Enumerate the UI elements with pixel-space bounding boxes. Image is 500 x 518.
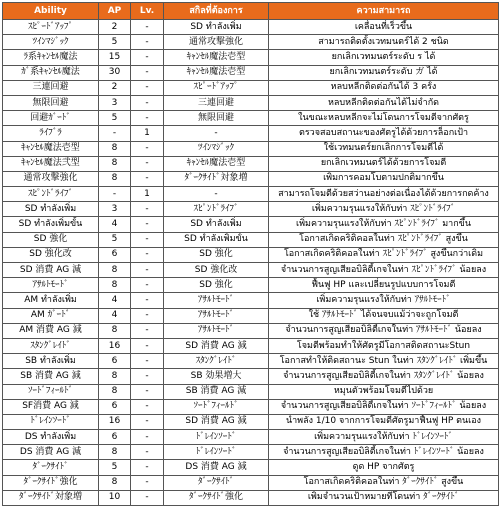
cell-level: 1 [131,187,164,202]
cell-description: ในขณะหลบหลีกจะไม่โดนการโจมตีจากศัตรู [269,111,499,126]
cell-required-skill: SD 強化 [164,247,269,262]
cell-ap: 5 [99,35,131,50]
cell-required-skill: ﾄﾞﾚｲﾝｿｰﾄﾞ [164,430,269,445]
cell-level: - [131,20,164,35]
cell-ability: ﾀﾞｰｸｻｲﾄﾞ [3,460,99,475]
cell-ability: ﾄﾞﾚｲﾝｿｰﾄﾞ [3,414,99,429]
table-row [3,399,499,414]
cell-ap: 16 [99,414,131,429]
cell-ap: - [99,187,131,202]
cell-required-skill: SD 強化改 [164,263,269,278]
cell-level: - [131,445,164,460]
cell-ap: 8 [99,141,131,156]
cell-required-skill: SD ทำลังเพิ่มขั้น [164,232,269,247]
table-row [3,141,499,156]
header-level: Lv. [131,3,164,20]
cell-ability: ｶﾞ系ｷｬﾝｾﾙ魔法 [3,65,99,80]
cell-level: - [131,430,164,445]
cell-level: - [131,323,164,338]
cell-ability: DS ทำลังเพิ่ม [3,430,99,445]
cell-description: โจมตีพร้อมทำให้ศัตรูมีโอกาสติดสถานะStun [269,338,499,353]
cell-ability: SD ทำลังเพิ่มขั้น [3,217,99,232]
cell-description: จำนวนการสูญเสียอบิลิตี้เกจในท่า ｿｰﾄﾞﾌｨｰﾙﾄﾞ น้อยลง [269,399,499,414]
cell-description: เคลื่อนที่เร็วขึ้น [269,20,499,35]
cell-description: หลบหลีกติดต่อกันได้ไม่จำกัด [269,95,499,110]
cell-ap: 10 [99,490,131,505]
ability-table-container [2,2,498,506]
cell-required-skill: ｽﾀﾝｸﾞﾚｲﾄﾞ [164,354,269,369]
cell-level: - [131,369,164,384]
cell-description: โอกาสทำให้ติดสถานะ Stun ในท่า ｽﾀﾝｸﾞﾚｲﾄﾞ เพิ่มขึ้น [269,354,499,369]
ability-table [2,2,499,506]
table-row [3,95,499,110]
cell-ap: 8 [99,369,131,384]
cell-ap: 8 [99,384,131,399]
cell-description: หมุนตัวพร้อมโจมตีไปด้วย [269,384,499,399]
cell-required-skill: SD 消費 AG 減 [164,338,269,353]
cell-level: - [131,460,164,475]
cell-ability: 通常攻撃強化 [3,171,99,186]
table-row [3,338,499,353]
cell-description: เพิ่มความรุนแรงให้กับท่า ｱｻﾙﾄﾓｰﾄﾞ [269,293,499,308]
table-row [3,202,499,217]
header-required-skill: สกิลที่ต้องการ [164,3,269,20]
cell-ap: 4 [99,217,131,232]
cell-required-skill: ﾀﾞｰｸｻｲﾄﾞ対象増 [164,171,269,186]
table-row [3,490,499,505]
cell-description: จำนวนการสูญเสียอบิลิตี้เกจในท่า ｱｻﾙﾄﾓｰﾄﾞ น้อยลง [269,323,499,338]
cell-description: จำนวนการสูญเสียอบิลิตี้เกจในท่า ﾄﾞﾚｲﾝｿｰﾄﾞ น้อยลง [269,445,499,460]
cell-ap: 5 [99,460,131,475]
cell-ap: 6 [99,430,131,445]
cell-required-skill: ｷｬﾝｾﾙ魔法壱型 [164,156,269,171]
cell-description: โอกาสเกิดคริติคอลในท่า ｽﾋﾟﾝﾄﾞﾗｲﾌﾞ สูงขึ้นกว่าเดิม [269,247,499,262]
cell-level: - [131,338,164,353]
cell-ability: ｽﾋﾟﾝﾄﾞﾗｲﾌﾞ [3,187,99,202]
cell-description: จำนวนการสูญเสียอบิลิตี้เกจในท่า ｽﾋﾟﾝﾄﾞﾗｲﾌﾞ น้อยลง [269,263,499,278]
cell-level: - [131,263,164,278]
cell-description: ฟื้นฟู HP และเปลี่ยนรูปแบบการโจมตี [269,278,499,293]
cell-level: - [131,354,164,369]
cell-ap: 8 [99,475,131,490]
cell-ability: ｿｰﾄﾞﾌｨｰﾙﾄﾞ [3,384,99,399]
cell-required-skill: DS 消費 AG 減 [164,460,269,475]
table-row [3,384,499,399]
cell-ap: 4 [99,293,131,308]
table-row [3,308,499,323]
header-row [3,3,499,20]
cell-level: - [131,278,164,293]
table-row [3,430,499,445]
cell-level: - [131,490,164,505]
cell-required-skill: 無限回避 [164,111,269,126]
cell-ability: ﾀﾞｰｸｻｲﾄﾞ強化 [3,475,99,490]
cell-required-skill: - [164,187,269,202]
cell-level: - [131,156,164,171]
cell-level: - [131,232,164,247]
table-row [3,475,499,490]
cell-level: - [131,35,164,50]
cell-description: เพิ่มความรุนแรงให้กับท่า ﾄﾞﾚｲﾝｿｰﾄﾞ [269,430,499,445]
cell-ap: 6 [99,247,131,262]
cell-ap: 4 [99,308,131,323]
cell-description: เพิ่มการคอมโบตามปกติมากขึ้น [269,171,499,186]
cell-required-skill: ｱｻﾙﾄﾓｰﾄﾞ [164,293,269,308]
cell-description: เพิ่มความรุนแรงให้กับท่า ｽﾋﾟﾝﾄﾞﾗｲﾌﾞ มากขึ้น [269,217,499,232]
cell-ap: 2 [99,20,131,35]
cell-ap: 6 [99,354,131,369]
cell-level: - [131,95,164,110]
cell-ability: AM ทำลังเพิ่ม [3,293,99,308]
cell-description: ใช้เวทมนตร์ยกเลิกการโจมตีได้ [269,141,499,156]
cell-level: - [131,202,164,217]
cell-ability: 三連回避 [3,80,99,95]
cell-description: เพิ่มความรุนแรงให้กับท่า ｽﾋﾟﾝﾄﾞﾗｲﾌﾞ [269,202,499,217]
cell-ap: 3 [99,202,131,217]
table-row [3,369,499,384]
cell-ability: ﾀﾞｰｸｻｲﾄﾞ対象増 [3,490,99,505]
cell-required-skill: ｷｬﾝｾﾙ魔法壱型 [164,50,269,65]
cell-description: ยกเลิกเวทมนตร์ระดับ ร ได้ [269,50,499,65]
table-row [3,278,499,293]
cell-required-skill: ｱｻﾙﾄﾓｰﾄﾞ [164,308,269,323]
cell-level: - [131,50,164,65]
cell-ap: 2 [99,80,131,95]
cell-description: ยกเลิกเวทมนตร์ได้ด้วยการโจมตี [269,156,499,171]
table-row [3,111,499,126]
cell-ability: ﾂｲﾝﾏｼﾞｯｸ [3,35,99,50]
cell-ability: ｱｻﾙﾄﾓｰﾄﾞ [3,278,99,293]
table-row [3,445,499,460]
cell-ability: SD 消費 AG 減 [3,263,99,278]
cell-ap: 8 [99,156,131,171]
cell-required-skill: - [164,126,269,141]
cell-ability: 回避ｶﾞｰﾄﾞ [3,111,99,126]
cell-required-skill: SB 消費 AG 減 [164,384,269,399]
cell-ap: 8 [99,171,131,186]
cell-level: - [131,414,164,429]
cell-ap: 5 [99,232,131,247]
cell-ap: 3 [99,95,131,110]
cell-level: - [131,308,164,323]
cell-ap: 6 [99,399,131,414]
header-ap: AP [99,3,131,20]
cell-ability: SD ทำลังเพิ่ม [3,202,99,217]
cell-level: - [131,65,164,80]
table-row [3,293,499,308]
cell-ability: 無限回避 [3,95,99,110]
cell-description: สามารถติดตั้งเวทมนตร์ได้ 2 ชนิด [269,35,499,50]
cell-ability: SD 強化改 [3,247,99,262]
cell-required-skill: SD ทำลังเพิ่ม [164,20,269,35]
cell-description: หลบหลีกติดต่อกันได้ 3 ครั้ง [269,80,499,95]
cell-ap: 8 [99,445,131,460]
cell-ap: 15 [99,50,131,65]
cell-description: ดูด HP จากศัตรู [269,460,499,475]
cell-level: - [131,475,164,490]
cell-ability: SD 強化 [3,232,99,247]
cell-level: - [131,111,164,126]
cell-required-skill: 三連回避 [164,95,269,110]
cell-level: - [131,80,164,95]
table-row [3,232,499,247]
cell-ability: ｽﾀﾝｸﾞﾚｲﾄﾞ [3,338,99,353]
cell-level: - [131,247,164,262]
cell-required-skill: 通常攻撃強化 [164,35,269,50]
cell-description: นำพลัง 1/10 จากการโจมตีศัตรูมาฟื้นฟู HP ตนเอง [269,414,499,429]
cell-required-skill: ﾀﾞｰｸｻｲﾄﾞ強化 [164,490,269,505]
cell-ap: 8 [99,323,131,338]
table-row [3,50,499,65]
cell-ability: AM ｶﾞｰﾄﾞ [3,308,99,323]
header-description: ความสามารถ [269,3,499,20]
cell-level: 1 [131,126,164,141]
table-row [3,35,499,50]
cell-required-skill: ｿｰﾄﾞﾌｨｰﾙﾄﾞ [164,399,269,414]
cell-ap: 8 [99,278,131,293]
cell-ability: ｽﾋﾟｰﾄﾞｱｯﾌﾟ [3,20,99,35]
cell-level: - [131,141,164,156]
table-row [3,247,499,262]
cell-required-skill: ﾂｲﾝﾏｼﾞｯｸ [164,141,269,156]
cell-level: - [131,171,164,186]
cell-required-skill: ｱｻﾙﾄﾓｰﾄﾞ [164,323,269,338]
cell-ap: 8 [99,263,131,278]
table-body [3,20,499,506]
cell-required-skill: SB 効果増大 [164,369,269,384]
cell-required-skill: ﾄﾞﾚｲﾝｿｰﾄﾞ [164,445,269,460]
cell-ability: ｷｬﾝｾﾙ魔法弐型 [3,156,99,171]
cell-level: - [131,217,164,232]
table-row [3,171,499,186]
table-header [3,3,499,20]
cell-ap: 30 [99,65,131,80]
cell-description: โอกาสเกิดคริติคอลในท่า ﾀﾞｰｸｻｲﾄﾞ สูงขึ้น [269,475,499,490]
cell-ability: SB 消費 AG 減 [3,369,99,384]
table-row [3,20,499,35]
cell-required-skill: ｷｬﾝｾﾙ魔法壱型 [164,65,269,80]
cell-ap: 5 [99,111,131,126]
cell-ability: ﾗｲﾌﾞﾗ [3,126,99,141]
cell-ap: 16 [99,338,131,353]
table-row [3,187,499,202]
cell-level: - [131,399,164,414]
cell-required-skill: ｽﾋﾟﾝﾄﾞﾗｲﾌﾞ [164,202,269,217]
cell-ap: - [99,126,131,141]
header-ability: Ability [3,3,99,20]
table-row [3,354,499,369]
cell-description: เพิ่มจำนวนเป้าหมายที่โดนท่า ﾀﾞｰｸｻｲﾄﾞ [269,490,499,505]
cell-level: - [131,384,164,399]
cell-ability: DS 消費 AG 減 [3,445,99,460]
table-row [3,460,499,475]
table-row [3,65,499,80]
table-row [3,156,499,171]
cell-required-skill: ｽﾋﾟｰﾄﾞｱｯﾌﾟ [164,80,269,95]
cell-ability: ﾗ系ｷｬﾝｾﾙ魔法 [3,50,99,65]
table-row [3,414,499,429]
cell-ability: SB ทำลังเพิ่ม [3,354,99,369]
cell-ability: SF消費 AG 減 [3,399,99,414]
cell-required-skill: SD 強化 [164,278,269,293]
table-row [3,323,499,338]
cell-description: โอกาสเกิดคริติคอลในท่า ｽﾋﾟﾝﾄﾞﾗｲﾌﾞ สูงขึ้น [269,232,499,247]
table-row [3,217,499,232]
table-row [3,126,499,141]
cell-description: ยกเลิกเวทมนตร์ระดับ ガ ได้ [269,65,499,80]
cell-ability: ｷｬﾝｾﾙ魔法壱型 [3,141,99,156]
cell-description: สามารถโจมตีด้วยสว่านอย่างต่อเนื่องได้ด้วยการกดค้าง [269,187,499,202]
cell-description: ใช้ ｱｻﾙﾄﾓｰﾄﾞ ได้จนจบแม้ว่าจะถูกโจมตี [269,308,499,323]
cell-description: ตรวจสอบสถานะของศัตรูได้ด้วยการล็อกเป้า [269,126,499,141]
cell-ability: AM 消費 AG 減 [3,323,99,338]
cell-required-skill: SD ทำลังเพิ่ม [164,217,269,232]
table-row [3,263,499,278]
cell-description: จำนวนการสูญเสียอบิลิตี้เกจในท่า ｽﾀﾝｸﾞﾚｲﾄﾞ น้อยลง [269,369,499,384]
table-row [3,80,499,95]
cell-required-skill: ﾀﾞｰｸｻｲﾄﾞ [164,475,269,490]
cell-level: - [131,293,164,308]
cell-required-skill: SD 消費 AG 減 [164,414,269,429]
